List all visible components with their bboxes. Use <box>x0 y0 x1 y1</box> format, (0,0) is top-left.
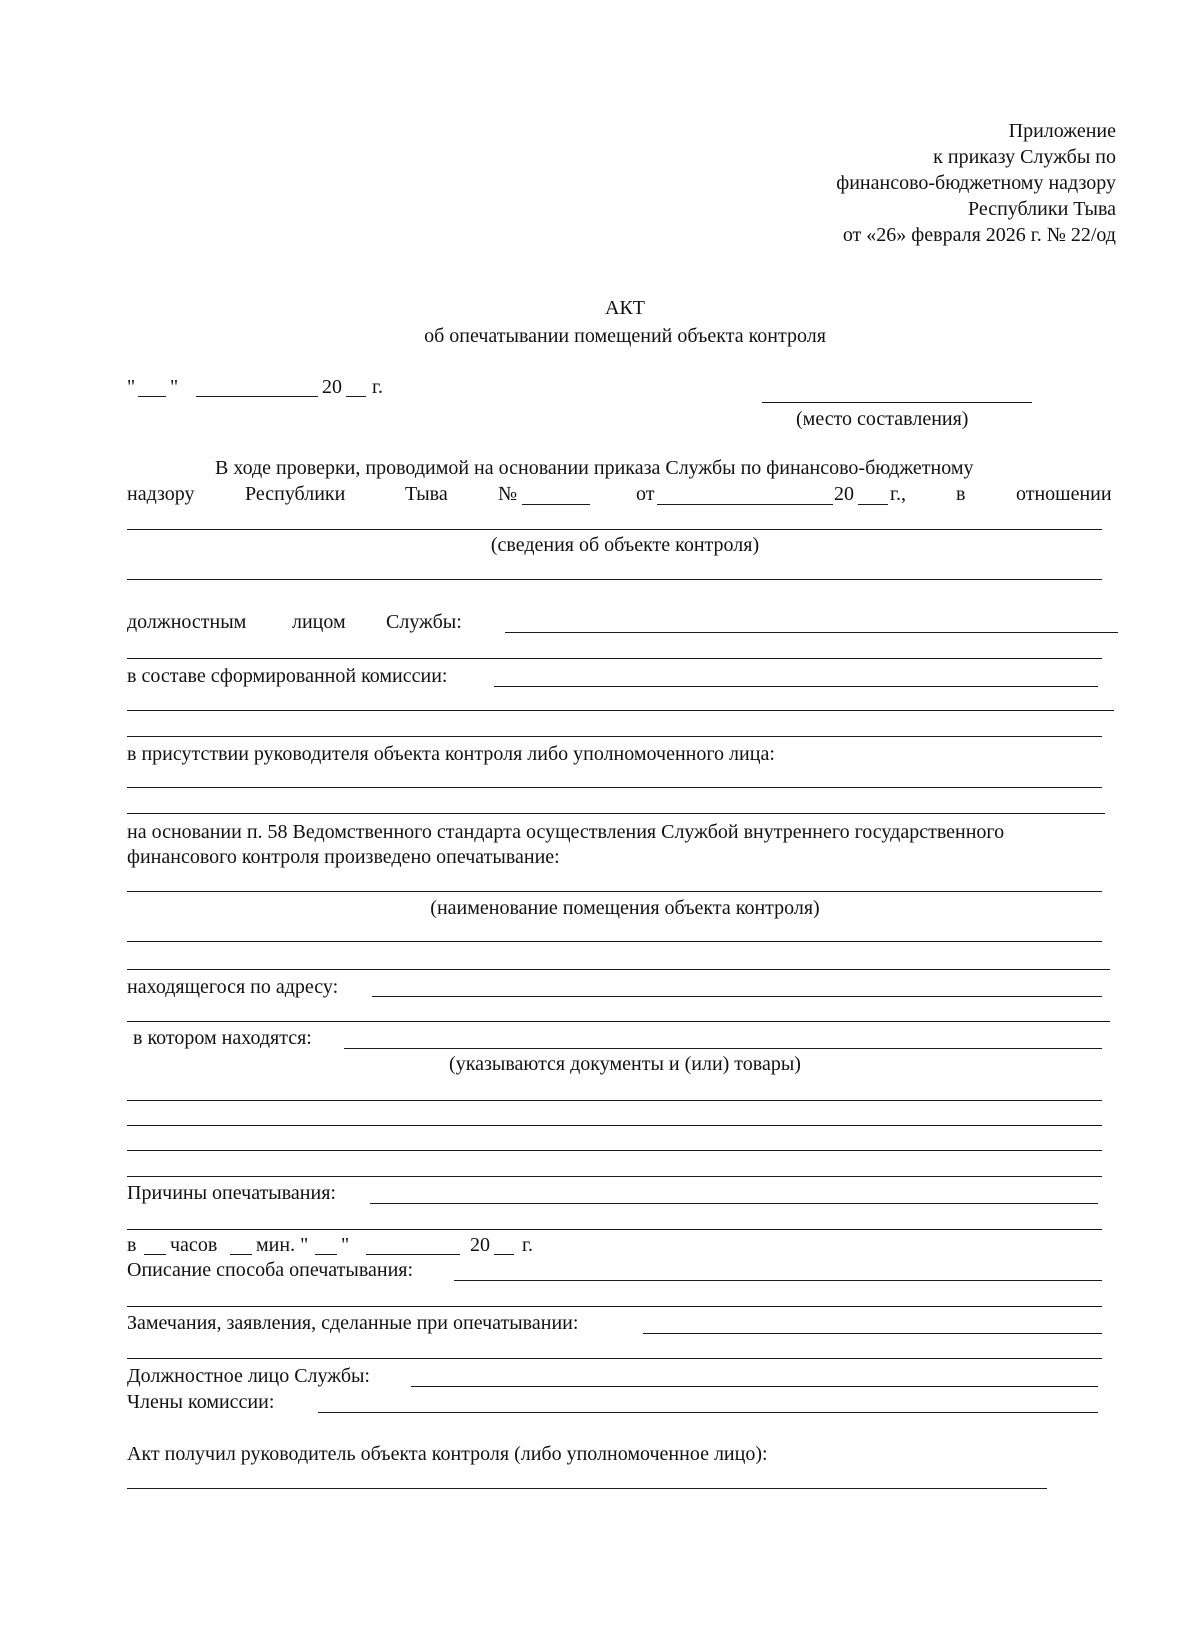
received-sign-blank[interactable] <box>127 1488 1047 1489</box>
contents-blank-4[interactable] <box>127 1150 1102 1151</box>
contents-label: в котором находятся: <box>133 1027 312 1049</box>
commission-blank-2[interactable] <box>127 710 1114 711</box>
date-quote-open: " <box>127 376 136 398</box>
contents-blank-1[interactable] <box>344 1048 1102 1049</box>
contents-caption: (указываются документы и (или) товары) <box>449 1053 801 1075</box>
header-line-order: к приказу Службы по <box>933 146 1116 168</box>
minutes-blank[interactable] <box>230 1254 252 1255</box>
basis-line-1: на основании п. 58 Ведомственного стандарта осуществления Службой внутреннего государственного <box>127 821 1005 843</box>
intro-word-number: № <box>498 483 518 505</box>
method-blank-1[interactable] <box>454 1280 1102 1281</box>
order-year-blank[interactable] <box>858 504 888 505</box>
header-line-annex: Приложение <box>1008 120 1116 142</box>
official-word-1: должностным <box>127 611 247 633</box>
header-line-agency: финансово-бюджетному надзору <box>836 172 1116 194</box>
time-minutes: мин. " <box>256 1234 309 1256</box>
intro-word-g: г., <box>890 483 906 505</box>
place-blank[interactable] <box>762 402 1032 403</box>
header-line-date: от «26» февраля 2026 г. № 22/од <box>842 224 1116 246</box>
address-blank-1[interactable] <box>372 996 1102 997</box>
premises-caption: (наименование помещения объекта контроля) <box>430 897 820 919</box>
intro-word-nadzoru: надзору <box>127 483 195 505</box>
time-year: 20 <box>470 1234 490 1256</box>
official-name-line-2[interactable] <box>127 658 1102 659</box>
order-number-blank[interactable] <box>522 504 590 505</box>
contents-blank-5[interactable] <box>127 1176 1102 1177</box>
time-hours: часов <box>170 1234 218 1256</box>
date-quote-close: " <box>170 376 179 398</box>
official-sign-blank[interactable] <box>411 1386 1098 1387</box>
premises-blank-2[interactable] <box>127 941 1102 942</box>
official-word-2: лицом <box>292 611 346 633</box>
commission-blank-1[interactable] <box>494 686 1098 687</box>
members-label: Члены комиссии: <box>127 1391 275 1413</box>
remarks-blank-1[interactable] <box>643 1333 1102 1334</box>
official-name-blank[interactable] <box>505 632 1118 633</box>
object-info-line-1[interactable] <box>127 529 1102 530</box>
date-year-blank[interactable] <box>346 396 366 397</box>
members-sign-blank[interactable] <box>318 1412 1098 1413</box>
remarks-label: Замечания, заявления, сделанные при опечатывании: <box>127 1312 579 1334</box>
premises-blank-3[interactable] <box>127 969 1110 970</box>
premises-blank-1[interactable] <box>127 891 1102 892</box>
place-caption: (место составления) <box>796 408 969 430</box>
reasons-blank-2[interactable] <box>127 1229 1102 1230</box>
date-month-blank[interactable] <box>196 396 318 397</box>
object-info-line-2[interactable] <box>127 579 1102 580</box>
official-sign-label: Должностное лицо Службы: <box>127 1365 370 1387</box>
intro-word-year: 20 <box>834 483 854 505</box>
contents-blank-2[interactable] <box>127 1100 1102 1101</box>
time-v: в <box>127 1234 137 1256</box>
presence-label: в присутствии руководителя объекта контроля либо уполномоченного лица: <box>127 743 775 765</box>
document-subtitle: об опечатывании помещений объекта контроля <box>424 325 826 347</box>
date-year-prefix: 20 <box>322 376 342 398</box>
order-date-blank[interactable] <box>657 504 833 505</box>
presence-blank-2[interactable] <box>127 813 1105 814</box>
intro-word-regarding: отношении <box>1016 483 1112 505</box>
reasons-blank-1[interactable] <box>370 1203 1098 1204</box>
time-g: г. <box>522 1234 533 1256</box>
contents-blank-3[interactable] <box>127 1125 1102 1126</box>
approval-header <box>716 118 1116 248</box>
object-info-caption: (сведения об объекте контроля) <box>490 534 760 556</box>
remarks-blank-2[interactable] <box>127 1358 1102 1359</box>
received-label: Акт получил руководитель объекта контроля (либо уполномоченное лицо): <box>127 1443 768 1465</box>
intro-word-from: от <box>636 483 655 505</box>
method-label: Описание способа опечатывания: <box>127 1259 414 1281</box>
official-word-3: Службы: <box>386 611 462 633</box>
month-blank[interactable] <box>366 1254 460 1255</box>
commission-blank-3[interactable] <box>127 736 1102 737</box>
address-label: находящегося по адресу: <box>127 976 339 998</box>
document-title: АКТ <box>605 297 645 319</box>
date-day-blank[interactable] <box>138 396 166 397</box>
reasons-label: Причины опечатывания: <box>127 1182 336 1204</box>
basis-line-2: финансового контроля произведено опечатывание: <box>127 846 560 868</box>
intro-line-1: В ходе проверки, проводимой на основании приказа Службы по финансово-бюджетному <box>215 457 974 479</box>
date-year-suffix: г. <box>372 376 383 398</box>
hours-blank[interactable] <box>144 1254 166 1255</box>
commission-label: в составе сформированной комиссии: <box>127 665 448 687</box>
presence-blank-1[interactable] <box>127 787 1102 788</box>
header-line-republic: Республики Тыва <box>967 198 1116 220</box>
address-blank-2[interactable] <box>127 1021 1110 1022</box>
intro-word-republic: Республики <box>245 483 346 505</box>
method-blank-2[interactable] <box>127 1306 1102 1307</box>
intro-word-v: в <box>956 483 966 505</box>
day-blank[interactable] <box>315 1254 337 1255</box>
intro-word-tyva: Тыва <box>405 483 448 505</box>
year-blank[interactable] <box>494 1254 514 1255</box>
time-quote: " <box>341 1234 350 1256</box>
